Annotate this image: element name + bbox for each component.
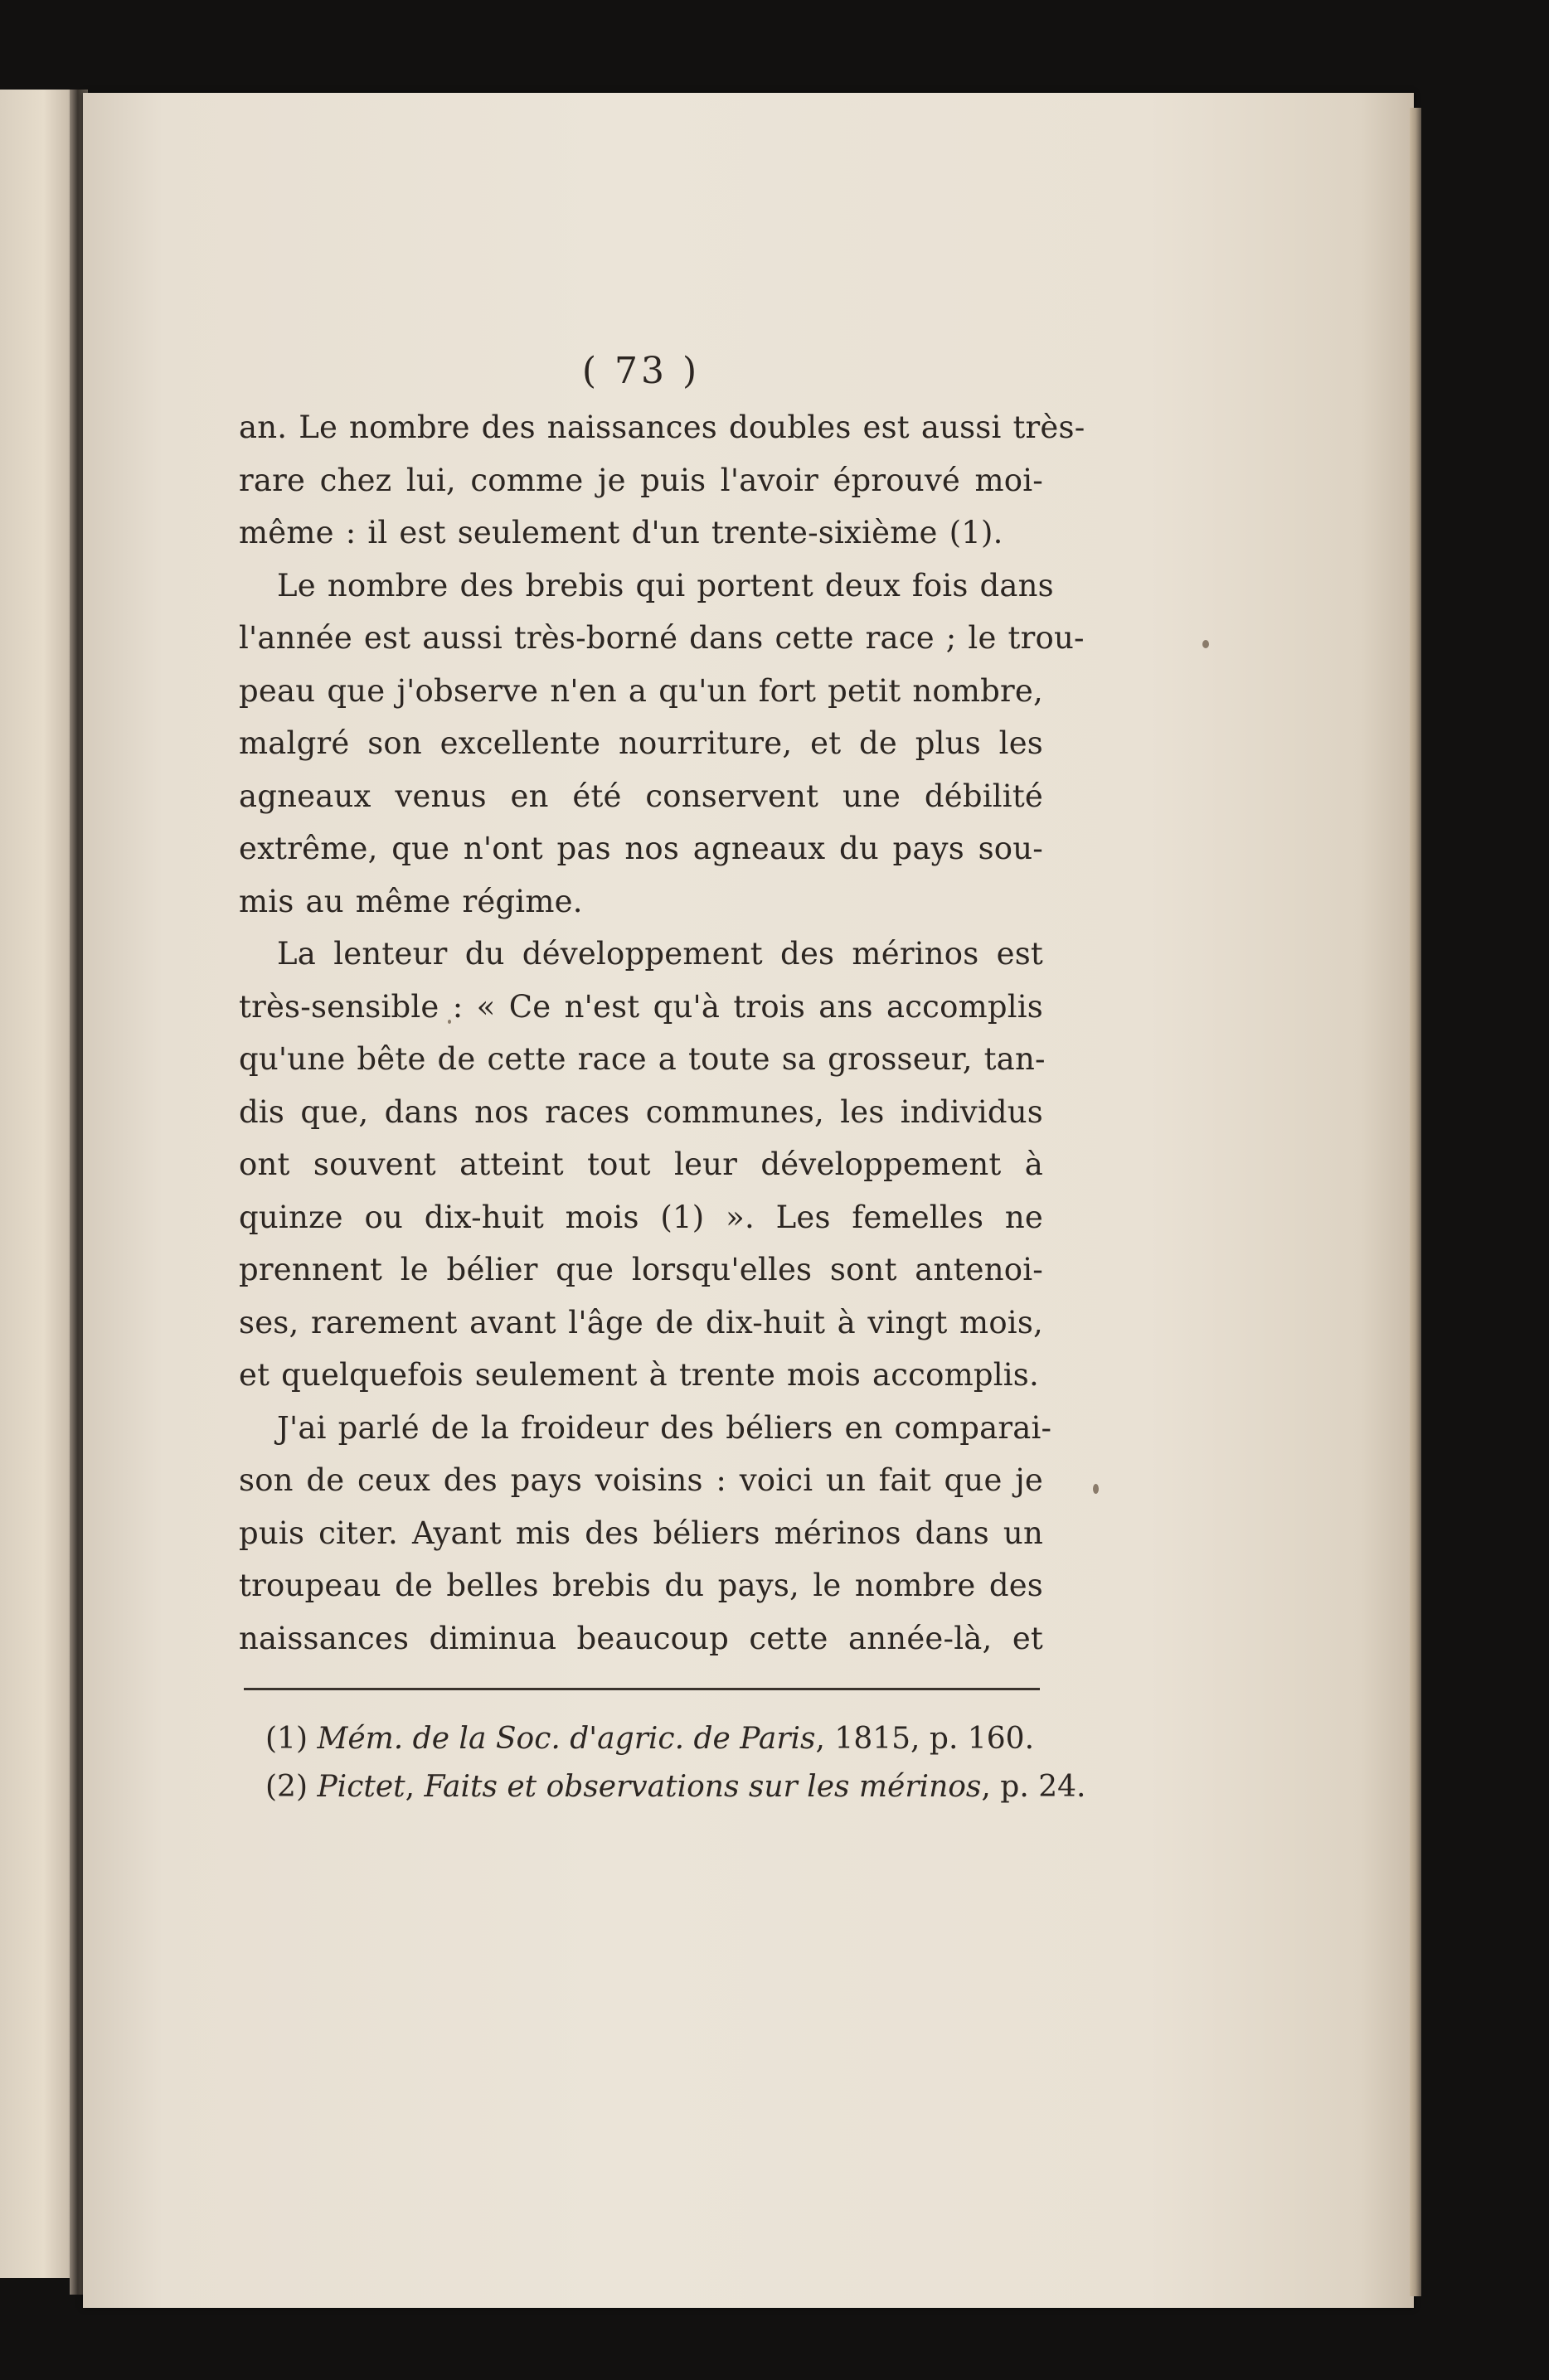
text-line: son de ceux des pays voisins : voici un fait que je: [239, 1462, 1043, 1498]
footnote-ref: , p. 24.: [981, 1770, 1086, 1804]
text-line: rare chez lui, comme je puis l'avoir éprouvé moi-: [239, 462, 1043, 498]
page-text: [239, 348, 1086, 1811]
left-page-edge: [0, 90, 80, 2278]
footnote-rule: [244, 1688, 1040, 1690]
text-line: malgré son excellente nourriture, et de plus les: [239, 725, 1043, 761]
text-line: ont souvent atteint tout leur développement à: [239, 1146, 1043, 1182]
text-line: extrême, que n'ont pas nos agneaux du pays sou-: [239, 831, 1043, 866]
text-line: et quelquefois seulement à trente mois accomplis.: [239, 1357, 1039, 1393]
paper-speck: [1202, 640, 1209, 648]
footnote-ref: , 1815, p. 160.: [815, 1722, 1035, 1756]
text-line: Le nombre des brebis qui portent deux fois dans: [277, 567, 1054, 603]
footnote-marker: (1): [265, 1722, 308, 1756]
text-line: très-sensible : « Ce n'est qu'à trois ans accomplis: [239, 988, 1043, 1025]
text-line: dis que, dans nos races communes, les individus: [239, 1093, 1043, 1130]
text-line: an. Le nombre des naissances doubles est aussi très-: [239, 410, 1085, 445]
text-line: mis au même régime.: [239, 883, 583, 919]
footnote-2: [239, 1763, 1086, 1811]
footnote-separator: ,: [405, 1770, 425, 1804]
page-number: ( 73 ): [581, 350, 701, 392]
text-line: l'année est aussi très-borné dans cette race ; le trou-: [239, 620, 1085, 656]
text-line: même : il est seulement d'un trente-sixième (1).: [239, 515, 1003, 550]
page-fore-edge: [1410, 108, 1421, 2296]
text-line: ses, rarement avant l'âge de dix-huit à vingt mois,: [239, 1304, 1043, 1340]
footnote-author: Pictet: [317, 1770, 405, 1804]
text-line: J'ai parlé de la froideur des béliers en comparai-: [277, 1409, 1052, 1446]
text-line: qu'une bête de cette race a toute sa grosseur, tan-: [239, 1041, 1046, 1077]
text-line: quinze ou dix-huit mois (1) ». Les femelles ne: [239, 1199, 1043, 1235]
text-line: peau que j'observe n'en a qu'un fort petit nombre,: [239, 672, 1043, 709]
footnote-1: [239, 1715, 1043, 1763]
text-line: agneaux venus en été conservent une débilité: [239, 778, 1043, 814]
text-line: puis citer. Ayant mis des béliers mérinos dans un: [239, 1515, 1043, 1551]
footnote-title: Faits et observations sur les mérinos: [424, 1770, 982, 1804]
footnote-marker: (2): [265, 1770, 308, 1804]
text-line: troupeau de belles brebis du pays, le nombre des: [239, 1568, 1043, 1603]
text-line: naissances diminua beaucoup cette année-là, et: [239, 1620, 1043, 1656]
text-line: La lenteur du développement des mérinos est: [277, 936, 1043, 972]
paper-speck: [1093, 1484, 1099, 1494]
text-line: prennent le bélier que lorsqu'elles sont antenoi-: [239, 1252, 1043, 1287]
footnote-title: Mém. de la Soc. d'agric. de Paris: [317, 1722, 816, 1756]
